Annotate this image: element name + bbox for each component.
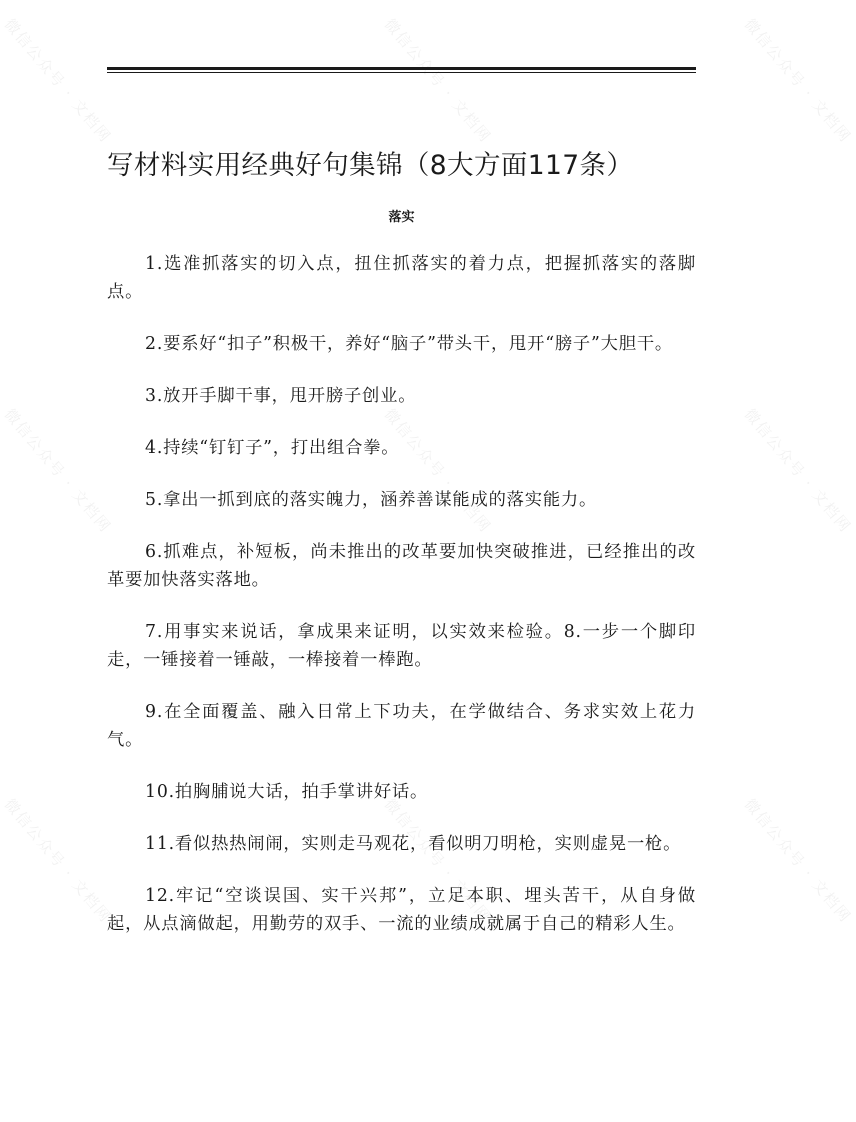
- watermark: 微信公众号 · 文档网: [380, 15, 495, 147]
- watermark: 微信公众号 · 文档网: [740, 795, 855, 927]
- paragraph: 4.持续“钉钉子”，打出组合拳。: [145, 438, 400, 458]
- watermark: 微信公众号 · 文档网: [740, 15, 855, 147]
- section-heading: 落实: [388, 210, 415, 225]
- paragraph: 3.放开手脚干事，甩开膀子创业。: [145, 386, 417, 406]
- watermark: 微信公众号 · 文档网: [380, 405, 495, 537]
- paragraph: 6.抓难点，补短板，尚未推出的改革要加快突破推进，已经推出的改革要加快落实落地。: [107, 542, 696, 590]
- header-rule-thin: [107, 72, 696, 73]
- watermark: 微信公众号 · 文档网: [380, 795, 495, 927]
- paragraph: 12.牢记“空谈误国、实干兴邦”，立足本职、埋头苦干，从自身做起，从点滴做起，用勤劳的双手、一流的业绩成就属于自己的精彩人生。: [107, 886, 696, 934]
- paragraph: 1.选准抓落实的切入点，扭住抓落实的着力点，把握抓落实的落脚点。: [107, 254, 696, 302]
- watermark: 微信公众号 · 文档网: [0, 795, 115, 927]
- watermark: 微信公众号 · 文档网: [0, 405, 115, 537]
- document-body: [107, 250, 696, 962]
- document-title: 写材料实用经典好句集锦（8大方面117条）: [107, 150, 634, 181]
- paragraph: 11.看似热热闹闹，实则走马观花，看似明刀明枪，实则虚晃一枪。: [145, 834, 682, 854]
- paragraph: 10.拍胸脯说大话，拍手掌讲好话。: [145, 782, 429, 802]
- watermark: 微信公众号 · 文档网: [0, 15, 115, 147]
- paragraph: 9.在全面覆盖、融入日常上下功夫，在学做结合、务求实效上花力气。: [107, 702, 696, 750]
- paragraph: 7.用事实来说话，拿成果来证明，以实效来检验。8.一步一个脚印走，一锤接着一锤敲，一棒接着一棒跑。: [107, 622, 696, 670]
- paragraph: 5.拿出一抓到底的落实魄力，涵养善谋能成的落实能力。: [145, 490, 598, 510]
- header-rule-thick: [107, 67, 696, 70]
- watermark: 微信公众号 · 文档网: [740, 405, 855, 537]
- paragraph: 2.要系好“扣子”积极干，养好“脑子”带头干，甩开“膀子”大胆干。: [145, 334, 673, 354]
